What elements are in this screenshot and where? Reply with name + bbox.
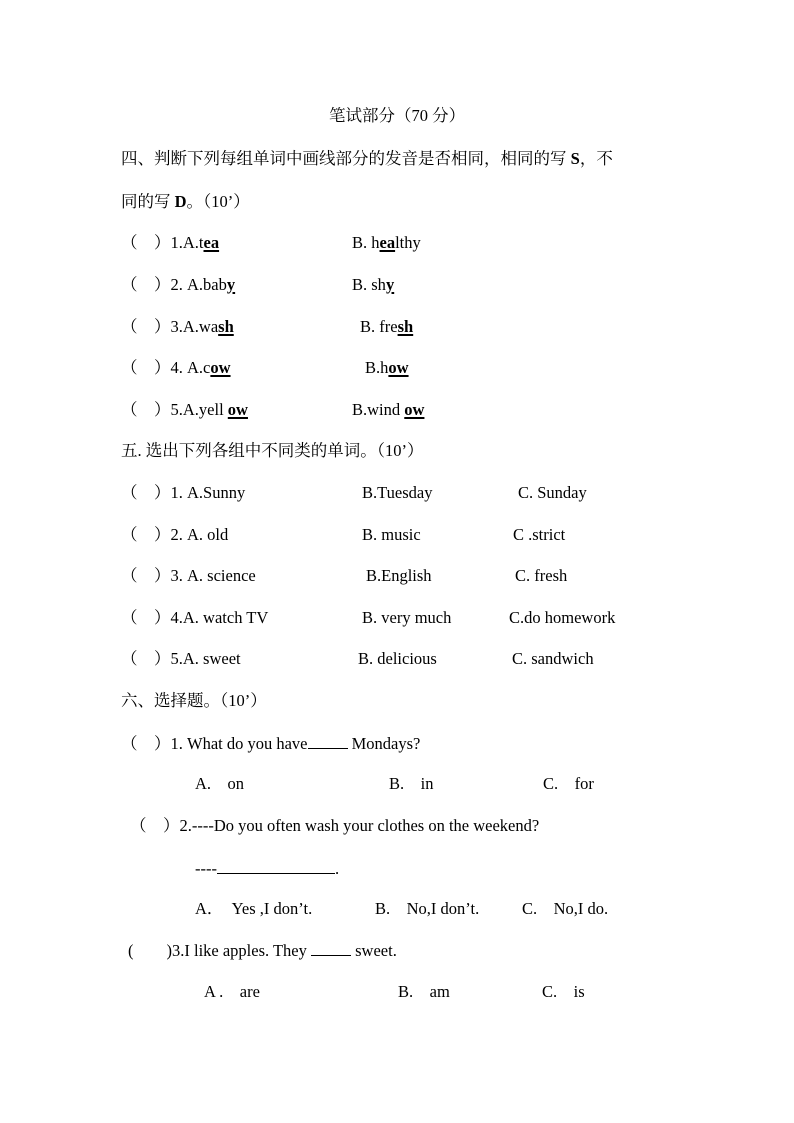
- section4-heading-d: D: [174, 192, 187, 211]
- option-b: B.English: [366, 566, 432, 585]
- option-c: C. No,I do.: [522, 899, 609, 918]
- option-a: 5.A. sweet: [170, 649, 241, 668]
- question-2-reply: [195, 858, 339, 879]
- answer-paren[interactable]: （ ）: [121, 525, 171, 544]
- item-text: 1.A.t: [170, 233, 204, 252]
- reply-prefix: ----: [195, 859, 217, 878]
- option-c: C. for: [543, 774, 594, 793]
- fill-blank[interactable]: [308, 733, 348, 749]
- answer-paren[interactable]: （ ）: [121, 734, 171, 753]
- underlined-letters: y: [226, 275, 236, 294]
- underlined-letters: sh: [218, 317, 234, 336]
- answer-paren[interactable]: （ ）: [121, 275, 171, 294]
- section4-item-2-b: [352, 275, 394, 295]
- section4-heading-s: S: [570, 149, 580, 168]
- section4-item-5-b: [352, 400, 424, 420]
- section5-heading: 五. 选出下列各组中不同类的单词。（10’）: [121, 441, 424, 460]
- section4-item-3: [121, 317, 234, 337]
- answer-paren[interactable]: （ ）: [121, 233, 171, 252]
- section4-heading-line2: [121, 192, 250, 212]
- option-a: 1. A.Sunny: [170, 483, 246, 502]
- section4-item-4-b: [365, 358, 409, 378]
- option-a: A． Yes ,I don’t.: [195, 899, 313, 918]
- fill-blank[interactable]: [217, 858, 335, 874]
- question-3: [128, 940, 397, 961]
- section4-item-1-b: [352, 233, 421, 253]
- question-2: [130, 816, 539, 836]
- item-text: 5.A.yell: [170, 400, 228, 419]
- answer-paren[interactable]: （ ）: [130, 816, 180, 835]
- item-text: 4. A.c: [170, 358, 211, 377]
- section6-heading: 六、选择题。（10’）: [121, 691, 267, 710]
- item-text: 2. A.bab: [170, 275, 227, 294]
- answer-paren[interactable]: （ ）: [121, 317, 171, 336]
- underlined-letters: ow: [404, 400, 425, 419]
- option-b: B. delicious: [358, 649, 437, 668]
- option-b-text: B. sh: [352, 275, 386, 294]
- option-b-text: B.h: [365, 358, 389, 377]
- answer-paren[interactable]: （ ）: [121, 358, 171, 377]
- underlined-letters: ow: [388, 358, 409, 377]
- question-text-end: sweet.: [351, 941, 397, 960]
- option-b-rest: lthy: [395, 233, 421, 252]
- section4-item-4: [121, 358, 231, 378]
- option-c: C. is: [542, 982, 585, 1001]
- option-a: 3. A. science: [170, 566, 256, 585]
- option-b: B. am: [398, 982, 450, 1001]
- section5-item-3: [121, 566, 256, 586]
- option-c: C. sandwich: [512, 649, 594, 668]
- option-b: B. in: [389, 774, 434, 793]
- underlined-letters: ea: [379, 233, 396, 252]
- question-text: 3.I like apples. They: [172, 941, 311, 960]
- section5-item-2: [121, 525, 228, 545]
- underlined-letters: ow: [227, 400, 248, 419]
- option-b-text: B.wind: [352, 400, 405, 419]
- underlined-letters: y: [385, 275, 395, 294]
- section4-heading-line1: [121, 149, 613, 169]
- question-text: 2.----Do you often wash your clothes on the weekend?: [179, 816, 540, 835]
- section4-heading-text4: 。（10’）: [186, 192, 250, 211]
- page-title: 笔试部分（70 分）: [328, 106, 466, 125]
- answer-paren[interactable]: （ ）: [121, 608, 171, 627]
- section4-heading-text2: ，不: [579, 149, 613, 168]
- section4-item-2: [121, 275, 235, 295]
- option-b: B. very much: [362, 608, 452, 627]
- question-text: 1. What do you have: [170, 734, 308, 753]
- answer-paren[interactable]: （ ）: [121, 483, 171, 502]
- section4-item-5: [121, 400, 248, 420]
- option-c: C .strict: [513, 525, 566, 544]
- question-1: [121, 733, 420, 754]
- answer-paren[interactable]: （ ）: [121, 649, 171, 668]
- option-a: 4.A. watch TV: [170, 608, 269, 627]
- section5-item-4: [121, 608, 268, 628]
- section4-item-1: [121, 233, 219, 253]
- section5-item-5: [121, 649, 241, 669]
- section4-heading-text3: 同的写: [121, 192, 175, 211]
- option-b: B. No,I don’t.: [375, 899, 480, 918]
- option-a: 2. A. old: [170, 525, 229, 544]
- section4-heading-text1: 四、判断下列每组单词中画线部分的发音是否相同，相同的写: [121, 149, 571, 168]
- fill-blank[interactable]: [311, 940, 351, 956]
- answer-paren[interactable]: （ ）: [121, 566, 171, 585]
- reply-suffix: .: [334, 859, 340, 878]
- option-b-text: B. fre: [360, 317, 398, 336]
- option-b-text: B. h: [352, 233, 380, 252]
- section4-item-3-b: [360, 317, 413, 337]
- item-text: 3.A.wa: [170, 317, 219, 336]
- underlined-letters: ea: [203, 233, 220, 252]
- option-a: A. on: [195, 774, 245, 793]
- underlined-letters: ow: [210, 358, 231, 377]
- option-c: C.do homework: [509, 608, 616, 627]
- section5-item-1: [121, 483, 245, 503]
- answer-paren[interactable]: ( ): [128, 941, 172, 960]
- option-a: A . are: [204, 982, 260, 1001]
- question-text-end: Mondays?: [347, 734, 421, 753]
- option-b: B. music: [362, 525, 421, 544]
- option-c: C. fresh: [515, 566, 568, 585]
- answer-paren[interactable]: （ ）: [121, 400, 171, 419]
- option-b: B.Tuesday: [362, 483, 433, 502]
- underlined-letters: sh: [397, 317, 414, 336]
- option-c: C. Sunday: [518, 483, 587, 502]
